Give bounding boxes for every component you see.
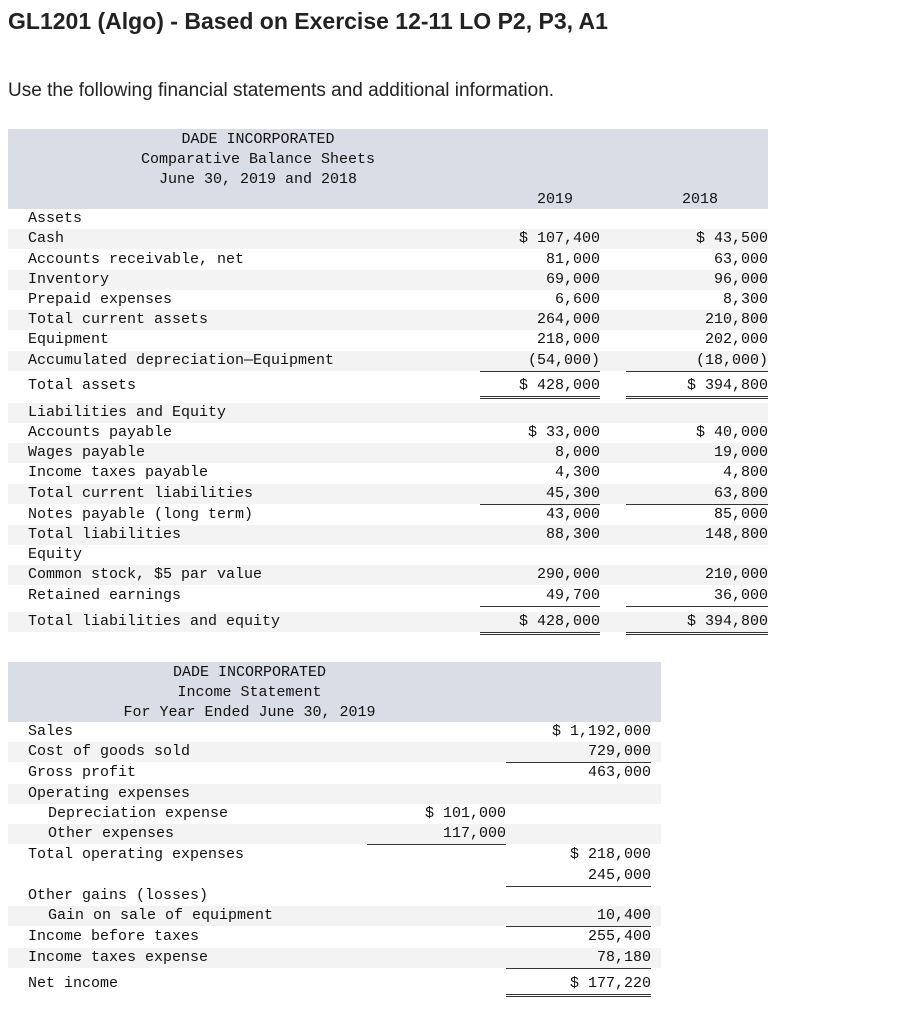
row-label: Income taxes payable (28, 464, 209, 481)
value-2018: (18,000) (626, 351, 768, 372)
value-2018: $ 43,500 (695, 230, 768, 247)
outer-value: 255,400 (587, 928, 651, 945)
row-label: Wages payable (28, 444, 146, 461)
balance-sheet-company: DADE INCORPORATED (181, 131, 335, 148)
row-label: Depreciation expense (48, 805, 229, 822)
value-2019: 88,300 (545, 526, 600, 543)
income-statement-row (8, 784, 661, 804)
value-2019: 4,300 (554, 464, 600, 481)
row-label: Retained earnings (28, 587, 182, 604)
balance-sheet-row (8, 351, 768, 371)
balance-sheet-row (8, 270, 768, 290)
balance-sheet-row (8, 505, 768, 525)
value-2019: 264,000 (536, 311, 600, 328)
value-2018: 148,800 (704, 526, 768, 543)
row-label: Gain on sale of equipment (48, 907, 274, 924)
row-label: Notes payable (long term) (28, 506, 254, 523)
value-2019: 69,000 (545, 271, 600, 288)
value-2018: 8,300 (626, 290, 768, 311)
row-label: Other expenses (48, 825, 175, 842)
value-2018: 4,800 (722, 464, 768, 481)
income-statement-row (8, 974, 661, 994)
income-statement-header (8, 662, 661, 722)
balance-sheet-row (8, 403, 768, 423)
balance-sheet-title: Comparative Balance Sheets (140, 151, 376, 168)
value-2019: 6,600 (480, 290, 600, 311)
value-2019: 43,000 (480, 505, 600, 526)
value-2018: $ 394,800 (626, 376, 768, 399)
balance-sheet-row (8, 376, 768, 396)
income-statement-row (8, 886, 661, 906)
balance-sheet-row (8, 565, 768, 585)
column-2019: 2019 (536, 191, 573, 208)
balance-sheet-row (8, 290, 768, 310)
income-statement-row (8, 845, 661, 865)
row-label: Total current liabilities (28, 485, 254, 502)
balance-sheet-row (8, 423, 768, 443)
value-2019: (54,000) (480, 351, 600, 372)
income-statement-row (8, 906, 661, 926)
balance-sheet-row (8, 310, 768, 330)
row-label: Gross profit (28, 764, 137, 781)
balance-sheet-row (8, 525, 768, 545)
balance-sheet-row (8, 250, 768, 270)
income-statement-row (8, 763, 661, 783)
balance-sheet-row (8, 463, 768, 483)
income-statement-company: DADE INCORPORATED (172, 664, 327, 681)
value-2018: 202,000 (704, 331, 768, 348)
value-2018: 63,000 (713, 251, 768, 268)
inner-value: 117,000 (367, 824, 506, 845)
row-label: Accumulated depreciation—Equipment (28, 352, 335, 369)
row-label: Income before taxes (28, 928, 200, 945)
row-label: Equity (28, 546, 83, 563)
balance-sheet-row (8, 229, 768, 249)
row-label: Operating expenses (28, 785, 191, 802)
row-label: Liabilities and Equity (28, 404, 227, 421)
value-2019: $ 428,000 (480, 376, 600, 399)
row-label: Cost of goods sold (28, 743, 191, 760)
income-statement-row (8, 722, 661, 742)
income-statement-row (8, 742, 661, 762)
value-2018: $ 40,000 (695, 424, 768, 441)
value-2018: 19,000 (713, 444, 768, 461)
outer-value: $ 218,000 (569, 846, 651, 863)
income-statement-row (8, 824, 661, 844)
value-2019: 45,300 (480, 484, 600, 505)
row-label: Accounts payable (28, 424, 173, 441)
balance-sheet-row (8, 209, 768, 229)
income-statement-title: Income Statement (177, 684, 322, 701)
value-2018: 63,800 (626, 484, 768, 505)
value-2019: 8,000 (554, 444, 600, 461)
value-2019: $ 33,000 (527, 424, 600, 441)
row-label: Total current assets (28, 311, 209, 328)
balance-sheet-date: June 30, 2019 and 2018 (158, 171, 358, 188)
inner-value: $ 101,000 (424, 805, 506, 822)
row-label: Total liabilities and equity (28, 613, 281, 630)
outer-value: 10,400 (506, 906, 651, 927)
balance-sheet-row (8, 545, 768, 565)
balance-sheet-header (8, 129, 768, 209)
row-label: Sales (28, 723, 74, 740)
outer-value: 463,000 (587, 764, 651, 781)
value-2018: $ 394,800 (626, 612, 768, 635)
value-2019: $ 428,000 (480, 612, 600, 635)
income-statement-row (8, 948, 661, 968)
value-2019: 218,000 (536, 331, 600, 348)
income-statement-row (8, 866, 661, 886)
row-label: Prepaid expenses (28, 291, 173, 308)
value-2018: 85,000 (626, 505, 768, 526)
outer-value: $ 177,220 (506, 974, 651, 997)
row-label: Net income (28, 975, 119, 992)
row-label: Inventory (28, 271, 110, 288)
value-2019: 81,000 (545, 251, 600, 268)
value-2019: 290,000 (536, 566, 600, 583)
income-statement-period: For Year Ended June 30, 2019 (123, 704, 376, 721)
row-label: Total assets (28, 377, 137, 394)
outer-value: 78,180 (506, 948, 651, 969)
row-label: Common stock, $5 par value (28, 566, 263, 583)
outer-value: 245,000 (506, 866, 651, 887)
balance-sheet-row (8, 443, 768, 463)
balance-sheet-row (8, 612, 768, 632)
value-2018: 36,000 (626, 586, 768, 607)
value-2019: 49,700 (480, 586, 600, 607)
row-label: Cash (28, 230, 65, 247)
row-label: Assets (28, 210, 83, 227)
row-label: Accounts receivable, net (28, 251, 245, 268)
balance-sheet-row (8, 586, 768, 606)
value-2018: 210,800 (704, 311, 768, 328)
row-label: Equipment (28, 331, 110, 348)
income-statement-row (8, 804, 661, 824)
income-statement-row (8, 927, 661, 947)
outer-value: $ 1,192,000 (551, 723, 651, 740)
row-label: Total operating expenses (28, 846, 245, 863)
row-label: Income taxes expense (28, 949, 209, 966)
balance-sheet-row (8, 330, 768, 350)
row-label: Other gains (losses) (28, 887, 209, 904)
column-2018: 2018 (681, 191, 718, 208)
intro-text: Use the following financial statements and additional information. (8, 80, 555, 101)
value-2019: $ 107,400 (518, 230, 600, 247)
row-label: Total liabilities (28, 526, 182, 543)
outer-value: 729,000 (506, 742, 651, 763)
balance-sheet-row (8, 484, 768, 504)
value-2018: 96,000 (713, 271, 768, 288)
value-2018: 210,000 (704, 566, 768, 583)
page-title: GL1201 (Algo) - Based on Exercise 12-11 LO P2, P3, A1 (8, 8, 608, 34)
